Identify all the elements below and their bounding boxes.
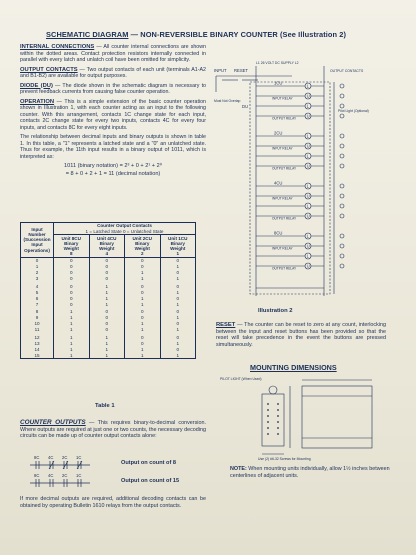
output-terminal-icon bbox=[340, 254, 344, 258]
counter-outputs-paragraph bbox=[20, 420, 206, 440]
line2-contact-1c: 1C bbox=[76, 473, 82, 478]
coil-letter: L bbox=[306, 153, 309, 159]
binary-state-cell: 1 bbox=[125, 301, 161, 307]
binary-state-cell: 0 bbox=[125, 264, 161, 270]
reset-paragraph bbox=[216, 322, 386, 348]
binary-state-cell: 1 bbox=[160, 340, 196, 346]
input-relay-label: INPUT RELAY bbox=[272, 146, 293, 151]
output-terminal-icon bbox=[340, 84, 344, 88]
binary-state-cell: 1 bbox=[89, 340, 125, 346]
input-number-cell: 5 bbox=[21, 289, 54, 295]
relationship-paragraph: The relationship between decimal inputs and binary outputs is shown in table 1. In this table, a "1" represents a latched state and a "0" an unlatched state. Thus for example, the 11th input results in a binary output of 1011, which is interpreted as: bbox=[20, 134, 206, 160]
diode-heading: DIODE (DU) bbox=[20, 82, 53, 89]
binary-state-cell: 1 bbox=[125, 276, 161, 282]
binary-state-cell: 0 bbox=[160, 346, 196, 352]
line1-contact-4c: 4C bbox=[48, 455, 54, 460]
input-number-cell: 15 bbox=[21, 352, 54, 358]
binary-state-cell: 0 bbox=[125, 307, 161, 315]
binary-state-cell: 0 bbox=[125, 315, 161, 321]
title-ref: (See Illustration 2) bbox=[280, 30, 347, 39]
reset-label: RESET bbox=[234, 68, 248, 73]
binary-state-cell: 0 bbox=[89, 270, 125, 276]
coil-letter: L bbox=[306, 203, 309, 209]
binary-state-cell: 1 bbox=[89, 352, 125, 358]
line1-contact-2c: 2C bbox=[62, 455, 68, 460]
table-row bbox=[21, 282, 196, 290]
unit-header-3: Unit 1CU Binary Weight 1 bbox=[160, 235, 196, 258]
schematic-diagram bbox=[212, 61, 369, 302]
binary-state-cell: 1 bbox=[89, 333, 125, 341]
binary-state-cell: 1 bbox=[89, 282, 125, 290]
binary-state-cell: 1 bbox=[125, 270, 161, 276]
table-row bbox=[21, 352, 196, 358]
output-terminal-icon bbox=[340, 94, 344, 98]
input-number-cell: 0 bbox=[21, 257, 54, 263]
reset-body: — The counter can be reset to zero at any count, interlocking between the input and reset buttons has been provided so that the reset will take precedence in the event the buttons are pressed simultaneously. bbox=[216, 322, 386, 348]
unit-label: 1CU bbox=[274, 80, 283, 86]
schematic-svg bbox=[212, 61, 369, 302]
binary-state-cell: 0 bbox=[160, 282, 196, 290]
output-contacts-label: OUTPUT CONTACTS bbox=[330, 69, 364, 73]
coil-letter: L bbox=[306, 133, 309, 139]
illustration-caption: Illustration 2 bbox=[258, 308, 293, 314]
operation-heading: OPERATION bbox=[20, 98, 55, 105]
output-relay-label: OUTPUT RELAY bbox=[272, 166, 297, 171]
binary-state-cell: 0 bbox=[160, 295, 196, 301]
binary-formula-line-1: 1011 (binary notation) = 2³ + 0 + 2¹ + 2⁰ bbox=[64, 163, 162, 169]
binary-state-cell: 1 bbox=[160, 276, 196, 282]
input-number-cell: 6 bbox=[21, 295, 54, 301]
binary-state-cell: 1 bbox=[160, 264, 196, 270]
line2-contact-8c: 8C bbox=[34, 473, 40, 478]
internal-connections-paragraph bbox=[20, 44, 206, 64]
line1-contact-1c: 1C bbox=[76, 455, 82, 460]
binary-state-cell: 0 bbox=[125, 257, 161, 263]
binary-state-cell: 0 bbox=[54, 295, 90, 301]
binary-state-cell: 1 bbox=[54, 327, 90, 333]
coil-letter: L bbox=[306, 183, 309, 189]
input-number-cell: 1 bbox=[21, 264, 54, 270]
operation-body: — This is a simple extension of the basic counter operation shown in Illustration 1, with each counter acting as an input to the following counter. With this arrangement, contacts 1C change state for each input, contacts 2C change state for every two inputs, contacts 4C for every four inputs, and contacts 8C for every eight inputs. bbox=[20, 98, 206, 131]
binary-state-cell: 1 bbox=[54, 340, 90, 346]
binary-state-cell: 1 bbox=[160, 327, 196, 333]
binary-state-cell: 0 bbox=[125, 289, 161, 295]
left-column bbox=[20, 44, 206, 179]
binary-state-cell: 1 bbox=[54, 333, 90, 341]
binary-state-cell: 0 bbox=[125, 282, 161, 290]
binary-state-cell: 0 bbox=[89, 276, 125, 282]
output-terminal-icon bbox=[340, 244, 344, 248]
binary-state-cell: 0 bbox=[54, 270, 90, 276]
coil-letter: L bbox=[306, 103, 309, 109]
binary-state-cell: 1 bbox=[89, 346, 125, 352]
counter-outputs-section bbox=[20, 420, 206, 440]
binary-state-cell: 0 bbox=[160, 333, 196, 341]
coil-letter: U bbox=[306, 193, 310, 199]
table-caption: Table 1 bbox=[95, 403, 115, 409]
binary-state-cell: 0 bbox=[54, 276, 90, 282]
input-number-cell: 11 bbox=[21, 327, 54, 333]
binary-state-cell: 1 bbox=[125, 327, 161, 333]
binary-state-cell: 0 bbox=[54, 301, 90, 307]
binary-state-cell: 0 bbox=[160, 257, 196, 263]
unit-header-2: Unit 2CU Binary Weight 2 bbox=[125, 235, 161, 258]
output-terminal-icon bbox=[340, 114, 344, 118]
input-number-cell: 2 bbox=[21, 270, 54, 276]
binary-state-cell: 0 bbox=[89, 315, 125, 321]
diode-body: — The diode shown in the schematic diagram is necessary to prevent feedback currents from causing false counter operation. bbox=[20, 82, 207, 95]
mounting-svg bbox=[218, 372, 393, 462]
output-terminal-icon bbox=[340, 154, 344, 158]
additional-outputs-paragraph: If more decimal outputs are required, additional decoding contacts can be obtained by operating Bulletin 1610 relays from the output contacts. bbox=[20, 496, 206, 509]
binary-state-cell: 1 bbox=[54, 321, 90, 327]
input-label: INPUT bbox=[214, 68, 227, 73]
input-number-header: Input Number (Succession Input Operations) bbox=[21, 223, 54, 258]
input-number-cell: 7 bbox=[21, 301, 54, 307]
pilot-light-label: Pilot Light (Optional) bbox=[338, 109, 369, 113]
output-contacts-body: — Two output contacts of each unit (terminals A1-A2 and B1-B2) are available for output purposes. bbox=[20, 66, 206, 79]
output-terminal-icon bbox=[340, 214, 344, 218]
mounting-dimensions-heading: MOUNTING DIMENSIONS bbox=[250, 363, 337, 372]
binary-state-cell: 0 bbox=[160, 307, 196, 315]
input-relay-label: INPUT RELAY bbox=[272, 96, 293, 101]
binary-state-cell: 0 bbox=[54, 257, 90, 263]
binary-state-cell: 1 bbox=[125, 352, 161, 358]
unit-label: 8CU bbox=[274, 230, 283, 236]
output-terminal-icon bbox=[340, 134, 344, 138]
coil-letter: U bbox=[306, 163, 310, 169]
reset-heading: RESET bbox=[216, 322, 236, 328]
coil-letter: U bbox=[306, 113, 310, 119]
binary-state-cell: 0 bbox=[125, 340, 161, 346]
coil-letter: L bbox=[306, 83, 309, 89]
output-relay-label: OUTPUT RELAY bbox=[272, 266, 297, 271]
output-contacts-heading: OUTPUT CONTACTS bbox=[20, 66, 78, 73]
line2-contact-4c: 4C bbox=[48, 473, 54, 478]
input-number-cell: 3 bbox=[21, 276, 54, 282]
binary-state-cell: 0 bbox=[160, 321, 196, 327]
input-relay-label: INPUT RELAY bbox=[272, 246, 293, 251]
decoding-circuit bbox=[28, 455, 208, 495]
binary-state-cell: 0 bbox=[125, 333, 161, 341]
pilot-light-note: PILOT LIGHT (When Used) bbox=[220, 377, 262, 381]
coil-letter: U bbox=[306, 243, 310, 249]
binary-state-cell: 0 bbox=[54, 264, 90, 270]
binary-state-cell: 0 bbox=[89, 321, 125, 327]
binary-state-cell: 1 bbox=[54, 346, 90, 352]
binary-state-cell: 1 bbox=[89, 301, 125, 307]
output-relay-label: OUTPUT RELAY bbox=[272, 116, 297, 121]
page-title bbox=[46, 30, 366, 39]
mounting-note bbox=[230, 466, 390, 479]
binary-state-cell: 0 bbox=[54, 289, 90, 295]
coil-letter: U bbox=[306, 263, 310, 269]
binary-state-cell: 1 bbox=[125, 321, 161, 327]
output-terminal-icon bbox=[340, 264, 344, 268]
unit-label: 4CU bbox=[274, 180, 283, 186]
binary-state-cell: 1 bbox=[160, 315, 196, 321]
title-main: — NON-REVERSIBLE BINARY COUNTER bbox=[130, 30, 278, 39]
output-terminal-icon bbox=[340, 184, 344, 188]
binary-state-cell: 1 bbox=[54, 307, 90, 315]
binary-state-cell: 1 bbox=[125, 295, 161, 301]
coil-letter: U bbox=[306, 213, 310, 219]
binary-state-cell: 0 bbox=[89, 307, 125, 315]
output-contacts-paragraph bbox=[20, 67, 206, 80]
unit-label: 2CU bbox=[274, 130, 283, 136]
output-terminal-icon bbox=[340, 234, 344, 238]
counter-outputs-heading: COUNTER OUTPUTS bbox=[20, 419, 86, 426]
operation-paragraph bbox=[20, 99, 206, 132]
internal-connections-heading: INTERNAL CONNECTIONS bbox=[20, 44, 95, 50]
binary-state-cell: 1 bbox=[54, 315, 90, 321]
note-body: When mounting units individually, allow 1½ inches between centerlines of adjacent units. bbox=[230, 466, 390, 479]
input-relay-label: INPUT RELAY bbox=[272, 196, 293, 201]
coil-letter: L bbox=[306, 253, 309, 259]
binary-state-cell: 1 bbox=[125, 346, 161, 352]
input-number-cell: 9 bbox=[21, 315, 54, 321]
binary-state-cell: 0 bbox=[89, 264, 125, 270]
input-number-cell: 13 bbox=[21, 340, 54, 346]
diode-paragraph bbox=[20, 83, 206, 96]
unit-header-0: Unit 8CU Binary Weight 8 bbox=[54, 235, 90, 258]
coil-letter: U bbox=[306, 143, 310, 149]
table-row bbox=[21, 307, 196, 315]
input-number-cell: 8 bbox=[21, 307, 54, 315]
binary-state-cell: 1 bbox=[89, 289, 125, 295]
output-count-8-label: Output on count of 8 bbox=[121, 460, 176, 466]
binary-state-cell: 0 bbox=[160, 270, 196, 276]
supply-label: L1 26 VOLT DC SUPPLY L2 bbox=[256, 61, 299, 65]
input-number-cell: 12 bbox=[21, 333, 54, 341]
binary-state-cell: 0 bbox=[54, 282, 90, 290]
binary-state-cell: 1 bbox=[54, 352, 90, 358]
input-number-cell: 4 bbox=[21, 282, 54, 290]
must-not-overlap-label: Must Not Overlap bbox=[214, 99, 241, 103]
internal-connections-body: — All counter internal connections are shown within the dotted areas. Contact protection resistors internally connected in parallel with every latch and unlatch coil have been omitted for simplicity. bbox=[20, 44, 206, 63]
line2-contact-2c: 2C bbox=[62, 473, 68, 478]
line1-contact-8c: 8C bbox=[34, 455, 40, 460]
counter-output-header: Counter Output Contacts 1 = Latched State 0 = Unlatched State bbox=[54, 223, 196, 235]
diode-label: DU bbox=[242, 104, 249, 109]
mounting-screws-note: Use (2) #6-32 Screws for Mounting bbox=[258, 457, 311, 461]
output-terminal-icon bbox=[340, 104, 344, 108]
output-terminal-icon bbox=[340, 194, 344, 198]
binary-table bbox=[20, 222, 196, 359]
output-terminal-icon bbox=[340, 144, 344, 148]
output-relay-label: OUTPUT RELAY bbox=[272, 216, 297, 221]
binary-state-cell: 1 bbox=[89, 295, 125, 301]
output-count-15-label: Output on count of 15 bbox=[121, 478, 180, 484]
mounting-drawing bbox=[218, 372, 393, 462]
decoding-circuit-svg bbox=[28, 455, 208, 495]
table-row bbox=[21, 333, 196, 341]
binary-state-cell: 1 bbox=[160, 352, 196, 358]
output-terminal-icon bbox=[340, 164, 344, 168]
coil-letter: L bbox=[306, 233, 309, 239]
output-terminal-icon bbox=[340, 204, 344, 208]
input-number-cell: 14 bbox=[21, 346, 54, 352]
counter-outputs-body: — This requires binary-to-decimal conversion. Where outputs are required at just one or two counts, the necessary decoding circuits can be made up of counter output contacts alone: bbox=[20, 420, 206, 439]
binary-formula-line-2: = 8 + 0 + 2 + 1 = 11 (decimal notation) bbox=[65, 171, 161, 177]
unit-header-1: Unit 4CU Binary Weight 4 bbox=[89, 235, 125, 258]
binary-state-cell: 0 bbox=[89, 257, 125, 263]
binary-state-cell: 1 bbox=[160, 289, 196, 295]
note-label: NOTE: bbox=[230, 466, 247, 472]
binary-state-cell: 0 bbox=[89, 327, 125, 333]
coil-letter: U bbox=[306, 93, 310, 99]
input-number-cell: 10 bbox=[21, 321, 54, 327]
title-prefix: SCHEMATIC DIAGRAM bbox=[46, 30, 129, 39]
binary-state-cell: 1 bbox=[160, 301, 196, 307]
